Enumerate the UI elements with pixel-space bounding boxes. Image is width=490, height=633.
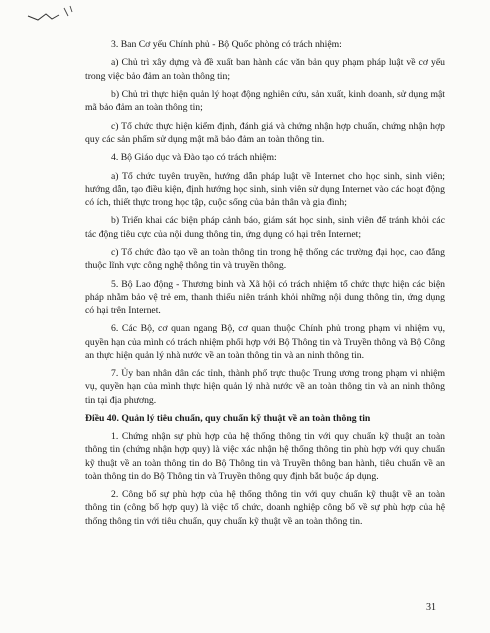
paragraph-4b: b) Triển khai các biện pháp cảnh báo, giám sát học sinh, sinh viên để tránh khỏi các tác động tiêu cực của nội dung thông tin, ứng dụng có hại trên Internet; (85, 215, 445, 240)
paragraph-4a: a) Tổ chức tuyên truyền, hướng dẫn pháp luật về Internet cho học sinh, sinh viên; hướng dẫn, tạo điều kiện, định hướng học sinh, sinh viên sử dụng Internet vào các hoạt động có ích, thiết thực trong học tập, cuộc sống của bản thân và gia đình; (85, 170, 445, 208)
handwritten-scribble-mark (26, 4, 86, 26)
page-number: 31 (426, 602, 436, 613)
paragraph-3b: b) Chủ trì thực hiện quản lý hoạt động nghiên cứu, sản xuất, kinh doanh, sử dụng mật mã bảo đảm an toàn thông tin; (85, 88, 445, 114)
paragraph-5: 5. Bộ Lao động - Thương binh và Xã hội có trách nhiệm tổ chức thực hiện các biện pháp nhằm bảo vệ trẻ em, thanh thiếu niên tránh khỏi những nội dung thông tin, ứng dụng có hại trên Internet. (85, 278, 445, 316)
article-40-paragraph-1: 1. Chứng nhận sự phù hợp của hệ thống thông tin với quy chuẩn kỹ thuật an toàn thông tin (chứng nhận hợp quy) là việc xác nhận hệ thống thông tin phù hợp với quy chuẩn kỹ thuật về an toàn thông tin do Bộ Thông tin và Truyền thông ban hành, tiêu chuẩn về an toàn thông tin do Bộ Thông tin và Truyền thông quy định bắt buộc áp dụng. (85, 431, 445, 482)
paragraph-6: 6. Các Bộ, cơ quan ngang Bộ, cơ quan thuộc Chính phủ trong phạm vi nhiệm vụ, quyền hạn của mình có trách nhiệm phối hợp với Bộ Thông tin và Truyền thông và Bộ Công an thực hiện quản lý nhà nước về an toàn thông tin và an ninh thông tin. (85, 323, 445, 361)
paragraph-7: 7. Ủy ban nhân dân các tỉnh, thành phố trực thuộc Trung ương trong phạm vi nhiệm vụ, quyền hạn của mình thực hiện quản lý nhà nước về an toàn thông tin và an ninh thông tin tại địa phương. (85, 368, 445, 406)
paragraph-3a: a) Chủ trì xây dựng và đề xuất ban hành các văn bản quy phạm pháp luật về cơ yếu trong việc bảo đảm an toàn thông tin; (85, 57, 445, 82)
article-40-paragraph-2: 2. Công bố sự phù hợp của hệ thống thông tin với quy chuẩn kỹ thuật về an toàn thông tin (công bố hợp quy) là việc tổ chức, doanh nghiệp công bố về sự phù hợp của hệ thống thông tin với tiêu chuẩn, quy chuẩn kỹ thuật về an toàn thông tin. (85, 489, 445, 527)
paragraph-4: 4. Bộ Giáo dục và Đào tạo có trách nhiệm: (111, 152, 277, 164)
paragraph-3c: c) Tổ chức thực hiện kiểm định, đánh giá và chứng nhận hợp chuẩn, chứng nhận hợp quy các sản phẩm sử dụng mật mã bảo đảm an toàn thông tin. (85, 120, 445, 145)
article-40-heading: Điều 40. Quản lý tiêu chuẩn, quy chuẩn kỹ thuật về an toàn thông tin (85, 412, 371, 424)
paragraph-4c: c) Tổ chức đào tạo về an toàn thông tin trong hệ thống các trường đại học, cao đẳng thuộc lĩnh vực công nghệ thông tin và truyền thông. (85, 246, 445, 272)
document-page (85, 38, 445, 533)
paragraph-3: 3. Ban Cơ yếu Chính phủ - Bộ Quốc phòng có trách nhiệm: (111, 39, 342, 50)
